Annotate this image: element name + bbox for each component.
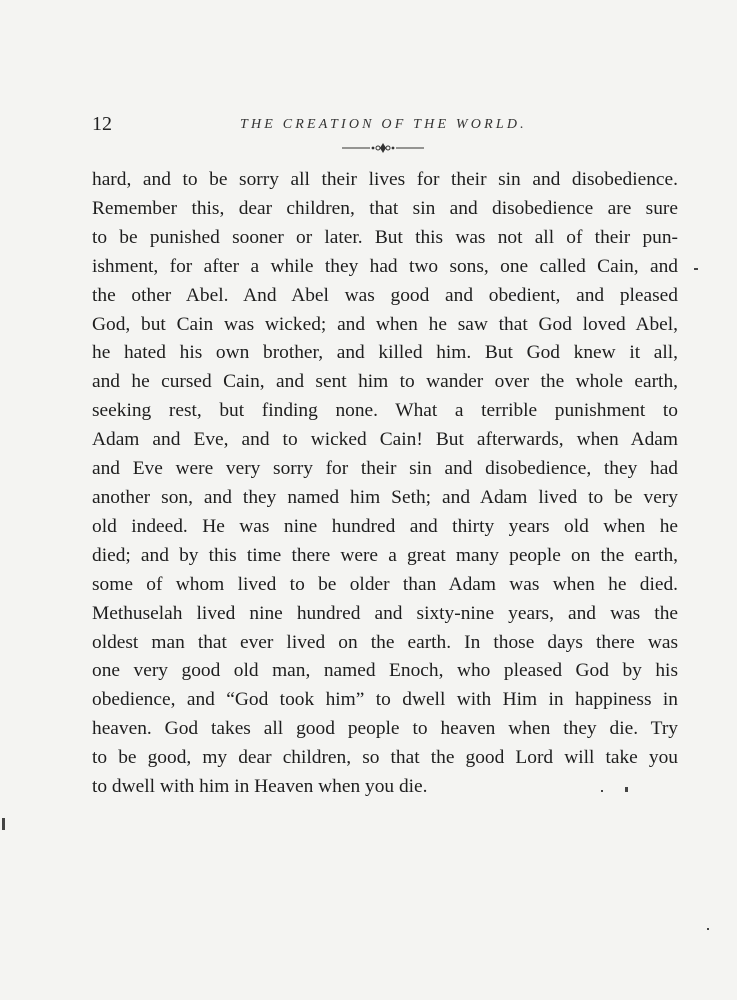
text-line: ishment, for after a while they had two sons, one called Cain, and — [92, 255, 678, 277]
ink-speck — [625, 787, 628, 792]
text-line: the other Abel. And Abel was good and obedient, and pleased — [92, 284, 678, 306]
running-title: THE CREATION OF THE WORLD. — [240, 117, 527, 132]
text-line: one very good old man, named Enoch, who pleased God by his — [92, 660, 678, 682]
text-line: died; and by this time there were a great many people on the earth, — [92, 544, 678, 566]
ink-speck — [694, 268, 698, 270]
ink-speck — [601, 790, 603, 792]
text-line: Methuselah lived nine hundred and sixty-nine years, and was the — [92, 602, 678, 624]
text-line: God, but Cain was wicked; and when he saw that God loved Abel, — [92, 313, 678, 335]
text-line: oldest man that ever lived on the earth. In those days there was — [92, 631, 678, 653]
text-line: and he cursed Cain, and sent him to wander over the whole earth, — [92, 371, 678, 393]
text-line: to be good, my dear children, so that the good Lord will take you — [92, 747, 678, 769]
text-line: to be punished sooner or later. But this was not all of their pun- — [92, 226, 678, 248]
body-text — [92, 166, 678, 802]
text-line: obedience, and “God took him” to dwell with Him in happiness in — [92, 689, 678, 711]
text-line: and Eve were very sorry for their sin and disobedience, they had — [92, 458, 678, 480]
text-line: hard, and to be sorry all their lives for their sin and disobedience. — [92, 169, 678, 190]
text-line: he hated his own brother, and killed him. But God knew it all, — [92, 342, 678, 364]
text-line: Adam and Eve, and to wicked Cain! But afterwards, when Adam — [92, 429, 678, 451]
text-line: heaven. God takes all good people to heaven when they die. Try — [92, 718, 678, 740]
text-line: some of whom lived to be older than Adam was when he died. — [92, 573, 678, 595]
page-number: 12 — [92, 113, 112, 135]
ornament-divider-icon — [342, 142, 424, 154]
text-line: seeking rest, but finding none. What a terrible punishment to — [92, 400, 678, 422]
text-line: another son, and they named him Seth; and Adam lived to be very — [92, 486, 678, 508]
text-line: to dwell with him in Heaven when you die. — [92, 776, 428, 798]
text-line: Remember this, dear children, that sin and disobedience are sure — [92, 197, 678, 219]
ink-speck — [707, 928, 709, 930]
text-line: old indeed. He was nine hundred and thirty years old when he — [92, 515, 678, 537]
ink-speck — [2, 818, 5, 830]
